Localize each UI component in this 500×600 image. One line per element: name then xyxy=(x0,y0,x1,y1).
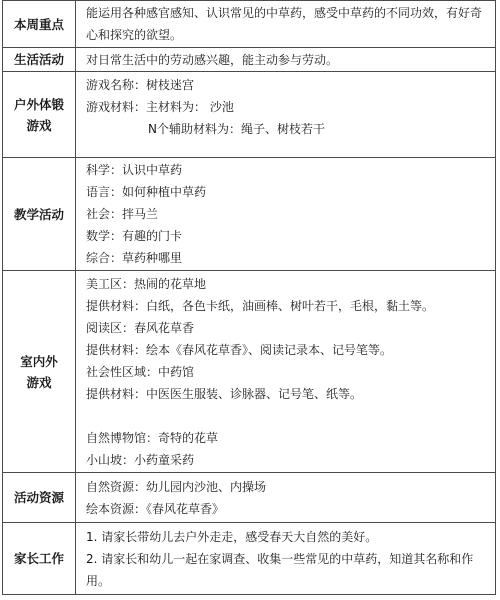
label-weekly-focus xyxy=(3,1,76,48)
row-daily-life xyxy=(3,48,496,72)
content-parent-work xyxy=(76,523,496,595)
label-line: 活动资源 xyxy=(13,490,64,505)
content-teaching xyxy=(76,158,496,271)
weekly-plan-table xyxy=(2,0,496,595)
content-line: 游戏材料：主材料为： 沙池 xyxy=(86,100,234,114)
label-line: 户外体锻 xyxy=(13,96,64,112)
row-indoor-outdoor-games xyxy=(3,271,496,473)
row-outdoor-games xyxy=(3,72,496,158)
content-line: 阅读区：春风花草香 xyxy=(86,320,195,335)
label-line: 游戏 xyxy=(26,374,52,390)
content-line: 社会：拌马兰 xyxy=(86,207,159,221)
row-resources xyxy=(3,473,496,523)
label-line: 室内外 xyxy=(20,353,58,369)
content-line: 绘本资源：《春风花草香》 xyxy=(86,501,225,516)
content-line: 能运用各种感官感知、认识常见的中草药，感受中草药的不同功效，有好奇心和探究的欲望。 xyxy=(86,6,483,42)
content-line: 科学：认识中草药 xyxy=(86,163,183,177)
content-line: 综合：草药种哪里 xyxy=(86,251,183,265)
label-outdoor-games xyxy=(3,72,76,158)
content-line: 美工区：热闹的花草地 xyxy=(86,276,207,291)
content-outdoor-games xyxy=(76,72,496,158)
label-teaching xyxy=(3,158,76,271)
content-resources xyxy=(76,473,496,523)
row-teaching xyxy=(3,158,496,271)
content-indoor-outdoor-games xyxy=(76,271,496,473)
label-line: 家长工作 xyxy=(13,551,64,566)
content-line: 自然博物馆：奇特的花草 xyxy=(86,430,219,445)
content-blank-line xyxy=(86,405,487,427)
label-indoor-outdoor-games xyxy=(3,271,76,473)
content-line: N个辅助材料为：绳子、树枝若干 xyxy=(148,122,325,136)
content-line: 游戏名称：树枝迷宫 xyxy=(86,78,195,92)
content-line: 对日常生活中的劳动感兴趣，能主动参与劳动。 xyxy=(86,52,339,67)
content-line: 语言：如何种植中草药 xyxy=(86,185,207,199)
content-line: 小山坡：小药童采药 xyxy=(86,452,195,467)
content-line: 提供材料：绘本《春风花草香》、阅读记录本、记号笔等。 xyxy=(86,342,393,357)
label-line: 游戏 xyxy=(26,117,52,133)
label-daily-life xyxy=(3,48,76,72)
content-weekly-focus xyxy=(76,1,496,48)
label-line: 本周重点 xyxy=(13,16,64,32)
content-line: 自然资源：幼儿园内沙池、内操场 xyxy=(86,479,267,494)
label-parent-work xyxy=(3,523,76,595)
row-weekly-focus xyxy=(3,1,496,48)
content-line: 1. 请家长带幼儿去户外走走，感受春天大自然的美好。 xyxy=(86,529,378,544)
content-line: 提供材料：中医医生服装、诊脉器、记号笔、纸等。 xyxy=(86,386,363,401)
content-line: 2. 请家长和幼儿一起在家调查、收集一些常见的中草药，知道其名称和作用。 xyxy=(86,551,474,588)
content-line: 提供材料：白纸，各色卡纸，油画棒、树叶若干，毛根，黏土等。 xyxy=(86,298,435,313)
label-line: 生活活动 xyxy=(13,52,64,67)
content-daily-life xyxy=(76,48,496,72)
label-resources xyxy=(3,473,76,523)
content-line: 数学：有趣的门卡 xyxy=(86,229,183,243)
label-line: 教学活动 xyxy=(13,206,64,222)
content-line: 社会性区域：中药馆 xyxy=(86,364,195,379)
row-parent-work xyxy=(3,523,496,595)
